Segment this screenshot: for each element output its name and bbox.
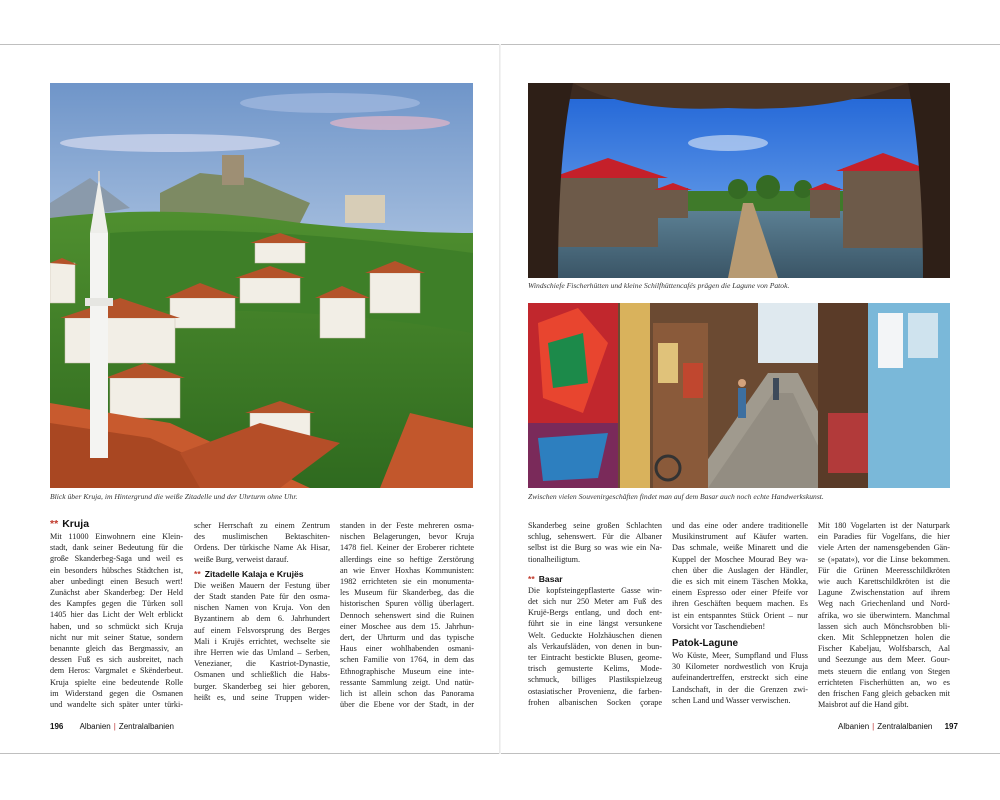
- text-line: ihren Geschäften bequem machen. Es: [672, 599, 808, 609]
- text-line: viele Arten der namensgebenden Gän-: [818, 543, 950, 553]
- text-line: lassen sich auch Mönchsrobben bli-: [818, 621, 950, 631]
- text-line: schlug, sehenswert. Für die Albaner: [528, 532, 662, 542]
- right-column-2: [672, 520, 808, 706]
- subsection-title: Zitadelle Kalaja e Krujës: [204, 568, 304, 579]
- text-line: haben, und so schmückt sich Kruja: [50, 621, 183, 631]
- text-line: Welt. Geduckte Holzhäuschen dienen: [528, 630, 662, 640]
- rating-stars: **: [50, 518, 59, 530]
- text-line: Haus einer wohlhabenden osmani-: [340, 644, 474, 654]
- text-line: Das schmale, weiße Minarett und die: [672, 543, 808, 553]
- text-line: Ethnographische Museum eine inte-: [340, 666, 474, 676]
- text-line: und das eine oder andere traditionelle: [672, 521, 808, 530]
- text-line: dert, der Uhrturm und das typische: [340, 633, 474, 643]
- text-line: Mali i Krujës errichtet, wechselte sie: [194, 636, 330, 646]
- text-line: chen über die Auslagen der Händler,: [672, 565, 808, 575]
- text-line: nicht nur mit seiner Statue, sondern: [50, 632, 183, 642]
- text-line: tionalheiligtum.: [528, 554, 581, 564]
- text-line: auf einem Felsvorsprung des Berges: [194, 625, 330, 635]
- text-line: errichteten Fischerhütten an, wo es: [818, 677, 950, 687]
- text-line: Mit 11000 Einwohnern eine Klein-: [50, 532, 183, 541]
- text-line: der Stadt standen Pate für den osma-: [194, 592, 330, 602]
- text-line: an wie Enver Hoxhas Kommunisten:: [340, 565, 474, 575]
- text-line: lich ist allein schon das Panorama: [340, 689, 474, 699]
- right-column-1: [528, 520, 662, 708]
- text-line: allerdings eine so heftige Zerstörung: [340, 554, 474, 564]
- text-line: Die kopfsteingepflasterte Gasse win-: [528, 585, 662, 595]
- text-line: Venezianer, die Kastriot-Dynastie,: [194, 659, 330, 669]
- bazaar-souvenir-photo: [528, 303, 950, 488]
- text-line: große Skanderbeg-Saga und weil es: [50, 554, 183, 564]
- text-line: Osmanen und schließlich die Habs-: [194, 670, 330, 680]
- text-line: trisch gemusterte Kelims, Mode-: [528, 664, 662, 674]
- text-line: des muslimischen Bektaschiten-: [194, 532, 330, 542]
- text-line: Landschaft, in der die Grenzen zwi-: [672, 684, 808, 694]
- text-line: nischen Namen von Kruja. Von den: [194, 603, 330, 613]
- running-head-country: Albanien: [838, 722, 870, 731]
- text-line: nischen Belagerungen, bevor Kruja: [340, 532, 474, 542]
- left-column-2: [194, 520, 330, 703]
- text-line: einer Moschee aus dem 15. Jahrhun-: [340, 621, 474, 631]
- text-line: Maisbrot auf die Hand gibt.: [818, 700, 909, 710]
- text-line: Zunächst aber Skanderbeg: Der Held: [50, 588, 183, 598]
- bazaar-photo-caption: Zwischen vielen Souvenirgeschäften findet man auf dem Basar auch noch echte Handwerkskunst.: [528, 492, 824, 501]
- text-line: les Museum für Skanderbeg, das die: [340, 588, 474, 598]
- text-line: dem Heros: Vargmalet e Skënderbeut.: [50, 666, 183, 676]
- text-line: Kuppel der Moschee Mourad Bey wa-: [672, 554, 808, 564]
- text-line: über die Ebene vor der Stadt, in der: [340, 700, 474, 710]
- text-line: 1478 fiel. Keiner der Eroberer richtete: [340, 543, 474, 553]
- page-number: 196: [50, 722, 64, 731]
- text-line: se (»patat«), vor die Linse bekommen.: [818, 554, 950, 564]
- text-line: Vorsicht vor Taschendieben!: [672, 621, 766, 631]
- text-line: aufeinandertreffen, erstreckt sich eine: [672, 673, 808, 683]
- text-line: schen Familie von 1764, in dem das: [340, 655, 474, 665]
- text-line: Kruja spielte eine bedeutende Rolle: [50, 677, 183, 687]
- text-line: ostasiatischer Provenienz, die farben-: [528, 686, 662, 696]
- text-line: einem Espresso oder einer Pfeife vor: [672, 588, 808, 598]
- text-line: schen Land und Wasser verwischen.: [672, 695, 791, 705]
- text-line: ist ein entspanntes Stück Orient – nur: [672, 610, 808, 620]
- text-line: heißt es, und seine Truppen wider-: [194, 692, 330, 702]
- text-line: ressante Sammlung zeigt. Und natür-: [340, 677, 474, 687]
- text-line: stadt, dank seiner Bedeutung für die: [50, 543, 183, 553]
- text-line: burger. Skanderbeg sei hier geboren,: [194, 681, 330, 691]
- running-head-region: Zentralalbanien: [118, 722, 174, 731]
- running-head-country: Albanien: [79, 722, 111, 731]
- kruja-citadel-photo: [50, 83, 473, 488]
- text-line: 1405 hier das Licht der Welt erblickt: [50, 610, 183, 620]
- right-folio: [838, 722, 958, 731]
- text-line: Ordens. Der türkische Name Ak Hisar,: [194, 543, 330, 553]
- page-number: 197: [944, 722, 958, 731]
- book-gutter: [499, 44, 501, 754]
- patok-fisherhuts-photo: [528, 83, 950, 278]
- text-line: cken. Mit Schleppnetzen holen die: [818, 633, 950, 643]
- text-line: den frischen Fang gleich gebacken mit: [818, 689, 950, 699]
- text-line: Mit 180 Vogelarten ist der Naturpark: [818, 521, 950, 530]
- text-line: selbst ist die Burg so was wie ein Na-: [528, 543, 662, 553]
- rating-stars: **: [528, 573, 535, 584]
- text-line: schmuck, billiges Plastikspielzeug: [528, 675, 662, 685]
- section-heading-patok: Patok-Lagune: [672, 638, 739, 650]
- text-line: ter Eintracht bestickte Blusen, geome-: [528, 653, 662, 663]
- text-line: des Kampfes gegen die Türken soll: [50, 599, 183, 609]
- text-line: ein Paradies für Vogelfans, die hier: [818, 532, 950, 542]
- text-line: Byzantinern ab dem 6. Jahrhundert: [194, 614, 330, 624]
- text-line: führt sie in eine längst versunkene: [528, 619, 662, 629]
- text-line: ein besonders hübsches Städtchen ist,: [50, 565, 183, 575]
- subsection-heading-basar: [528, 573, 662, 585]
- text-line: Die weißen Mauern der Festung über: [194, 580, 330, 590]
- text-line: ihre Herren wie das Umland – Serben,: [194, 648, 330, 658]
- text-line: Wo Küste, Meer, Sumpfland und Fluss: [672, 651, 808, 661]
- text-line: standen in der Feste mehreren osma-: [340, 521, 474, 530]
- text-line: benannte gleich das Bergmassiv, an: [50, 644, 183, 654]
- subsection-heading-zitadelle: [194, 568, 330, 580]
- text-line: dessen Fuß es sich ausbreitet, nach: [50, 655, 183, 665]
- text-line: Fischer Kabeljau, Wolfsbarsch, Aal: [818, 644, 950, 654]
- text-line: im Widerstand gegen die Osmanen: [50, 688, 183, 698]
- text-line: und Seezunge aus dem Meer. Gour-: [818, 655, 950, 665]
- text-line: aber unbedingt einen Besuch wert!: [50, 576, 183, 586]
- section-title: Kruja: [62, 518, 90, 530]
- text-line: Lagune Zwischenstation auf ihrem: [818, 588, 950, 598]
- text-line: det sich nur 250 Meter am Fuß des: [528, 597, 662, 607]
- text-line: 1982 errichteten sie ein monumenta-: [340, 577, 474, 587]
- text-line: Dennoch sehenswert sind die Ruinen: [340, 610, 474, 620]
- text-line: die es sich mit einem Täschen Mokka,: [672, 577, 808, 587]
- section-heading-kruja: [50, 518, 183, 531]
- text-line: wie auch Karettschildkröten ist die: [818, 577, 950, 587]
- kruja-photo-caption: Blick über Kruja, im Hintergrund die weiße Zitadelle und der Uhrturm ohne Uhr.: [50, 492, 298, 501]
- text-line: als Verkaufsläden, von denen in bun-: [528, 641, 662, 651]
- text-line: frohen albanischen Socken çorape: [528, 697, 662, 707]
- text-line: scher Herrschaft zu einem Zentrum: [194, 521, 330, 530]
- text-line: mets steuern die entlang von Stegen: [818, 666, 950, 676]
- text-line: und wandelte sich später unter türki-: [50, 700, 183, 710]
- running-head-separator: |: [113, 722, 116, 731]
- left-folio: [50, 722, 174, 731]
- running-head-region: Zentralalbanien: [877, 722, 933, 731]
- left-column-1: [50, 518, 183, 710]
- text-line: Krujë-Bergs entlang, und doch ent-: [528, 608, 662, 618]
- text-line: historischen Spuren völlig überlagert.: [340, 599, 474, 609]
- text-line: Weg nach Griechenland und Nord-: [818, 599, 950, 609]
- right-column-3: [818, 520, 950, 710]
- text-line: afrika, wo sie überwintern. Manchmal: [818, 610, 950, 620]
- rating-stars: **: [194, 568, 201, 579]
- text-line: Skanderbeg seine großen Schlachten: [528, 521, 662, 530]
- text-line: weiße Burg, verweist darauf.: [194, 554, 289, 564]
- text-line: 30 Kilometer nordwestlich von Kruja: [672, 662, 808, 672]
- text-line: Für die Grünen Meeresschildkröten: [818, 565, 950, 575]
- running-head-separator: |: [872, 722, 875, 731]
- left-column-3: [340, 520, 474, 710]
- subsection-title: Basar: [538, 573, 563, 584]
- patok-photo-caption: Windschiefe Fischerhütten und kleine Schilfhüttencafés prägen die Lagune von Patok.: [528, 281, 790, 290]
- text-line: Musikinstrument auf Käufer warten.: [672, 532, 808, 542]
